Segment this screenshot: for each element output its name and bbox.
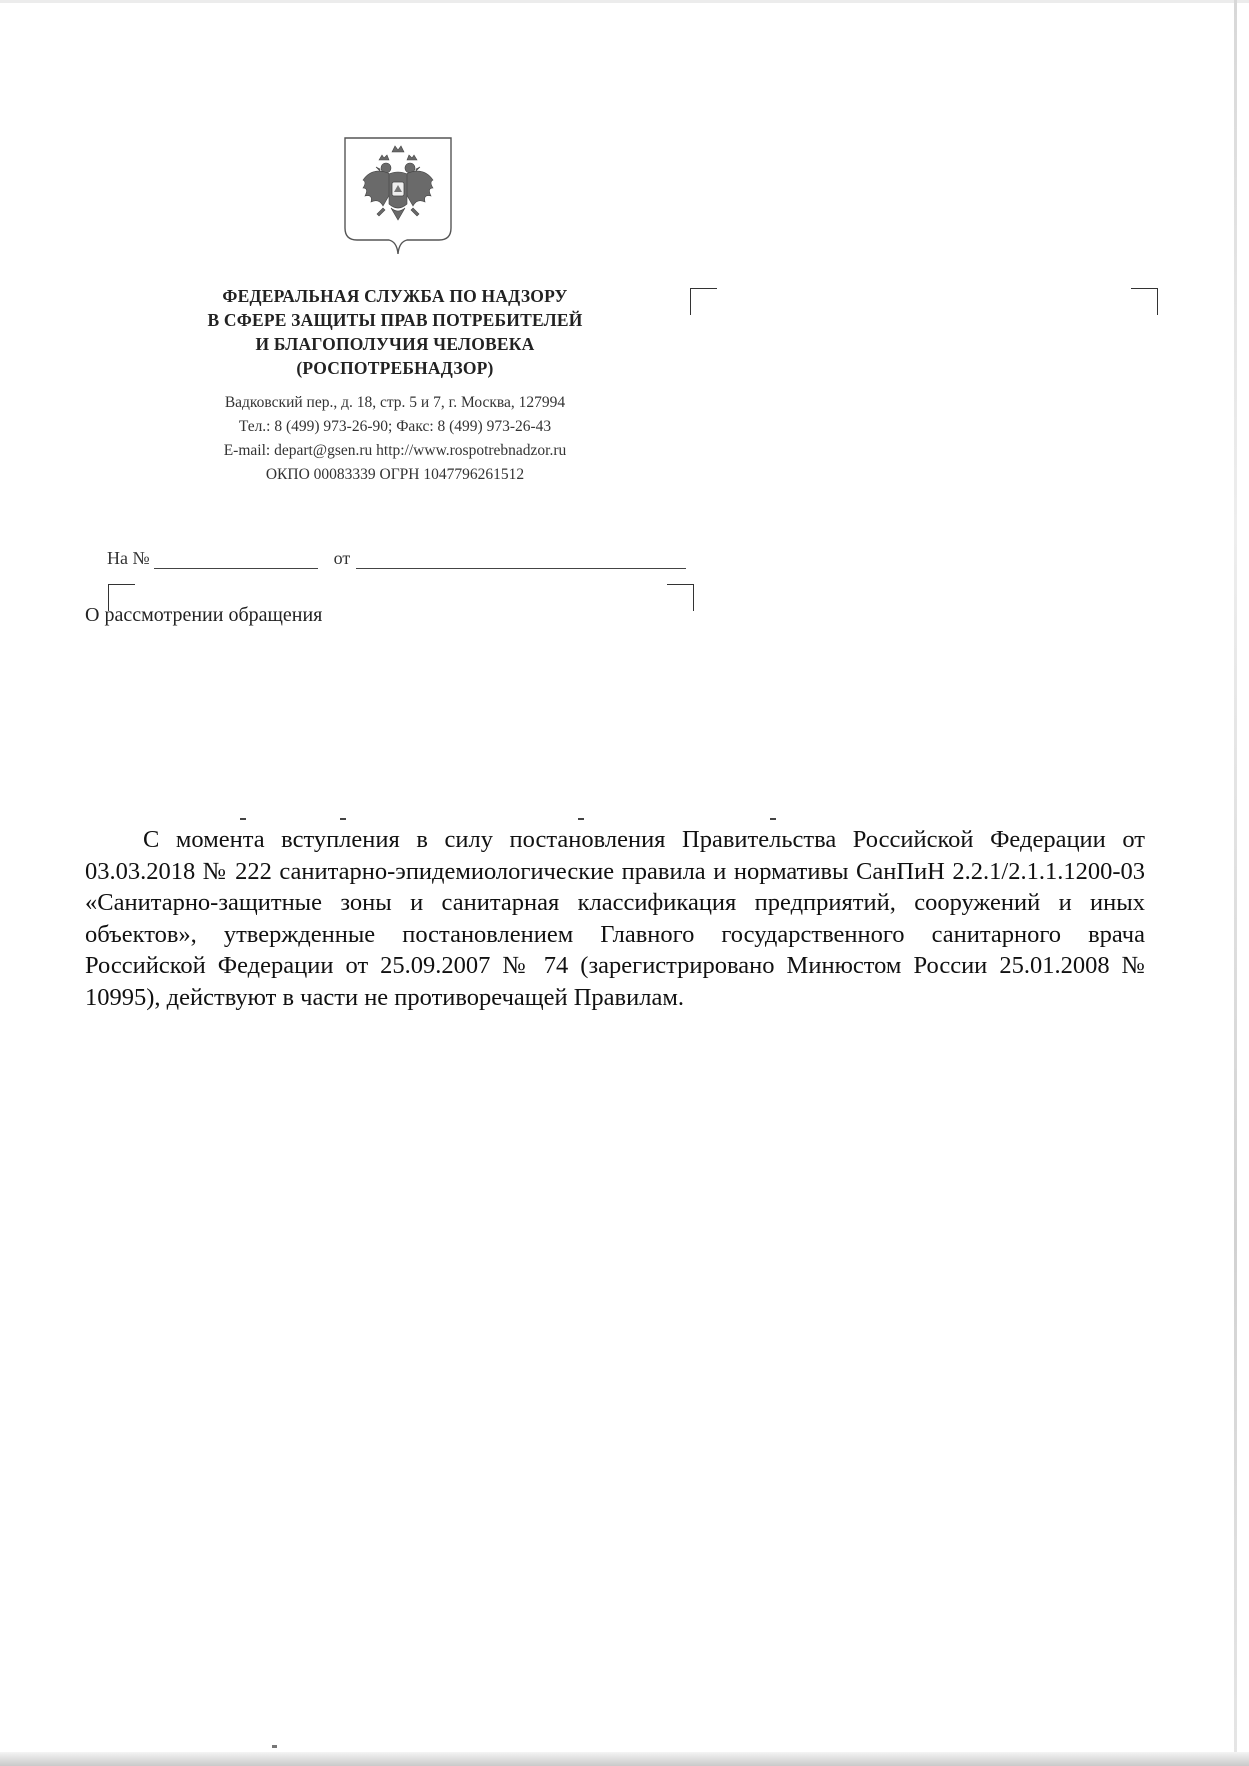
email-web: E-mail: depart@gsen.ru http://www.rospotrebnadzor.ru: [223, 442, 567, 459]
reference-line: [107, 548, 686, 569]
organization-contacts: [140, 391, 650, 487]
org-name-line: И БЛАГОПОЛУЧИЯ ЧЕЛОВЕКА: [255, 334, 535, 354]
org-name-line: ФЕДЕРАЛЬНАЯ СЛУЖБА ПО НАДЗОРУ: [222, 286, 568, 306]
scan-speck: [272, 1745, 277, 1748]
letter-subject: О рассмотрении обращения: [85, 604, 323, 626]
reference-date-label: от: [333, 548, 351, 568]
org-name-line: (РОСПОТРЕБНАДЗОР): [296, 358, 494, 378]
addressee-corner-top-right: [1131, 288, 1158, 315]
body-paragraph: С момента вступления в силу постановления Правительства Российской Федерации от 03.03.2018 № 222 санитарно-эпидемиологические правила и нормативы СанПиН 2.2.1/2.1.1.1200-03 «Санитарно-защитные зоны и санитарная классификация предприятий, сооружений и иных объектов», утвержденные постановлением Главного государственного санитарного врача Российской Федерации от 25.09.2007 № 74 (зарегистрировано Минюстом России 25.01.2008 № 10995), действуют в части не противоречащей Правилам.: [85, 826, 1145, 1011]
org-name-line: В СФЕРЕ ЗАЩИТЫ ПРАВ ПОТРЕБИТЕЛЕЙ: [207, 310, 583, 330]
scan-edge-top: [0, 0, 1249, 3]
scan-speck: [340, 818, 346, 820]
subject-corner-top-right: [667, 584, 694, 611]
phone-fax: Тел.: 8 (499) 973-26-90; Факс: 8 (499) 973-26-43: [238, 418, 552, 435]
coat-of-arms-icon: [343, 136, 453, 258]
addressee-corner-top-left: [690, 288, 717, 315]
reference-number-blank: [154, 550, 318, 569]
organization-name: [140, 284, 650, 380]
scan-speck: [770, 818, 776, 820]
scan-speck: [578, 818, 584, 820]
reference-date-blank: [356, 550, 686, 569]
reference-number-label: На №: [107, 548, 150, 568]
scan-edge-bottom: [0, 1752, 1249, 1766]
registry-codes: ОКПО 00083339 ОГРН 1047796261512: [265, 466, 525, 483]
address: Вадковский пер., д. 18, стр. 5 и 7, г. Москва, 127994: [224, 394, 566, 411]
scan-edge-right: [1234, 0, 1237, 1766]
scan-speck: [240, 818, 246, 820]
letter-body: [85, 824, 1145, 1013]
